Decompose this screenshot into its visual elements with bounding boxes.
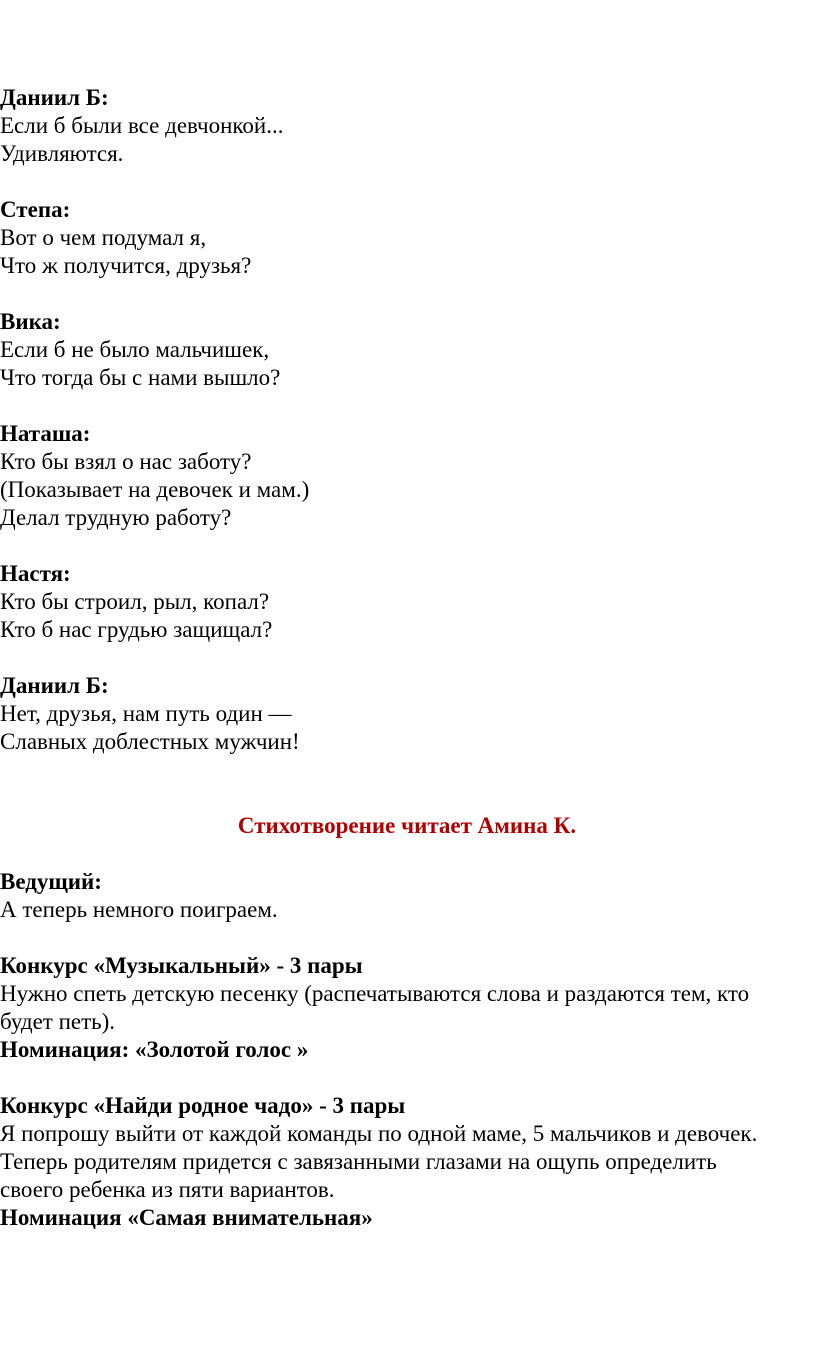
verse-line: Если б не было мальчишек, bbox=[0, 337, 270, 362]
speaker-name: Вика: bbox=[0, 309, 61, 334]
speaker-name: Настя: bbox=[0, 561, 71, 586]
host-line: А теперь немного поиграем. bbox=[0, 897, 278, 922]
verse-line: Кто бы взял о нас заботу? bbox=[0, 449, 252, 474]
contest-description: будет петь). bbox=[0, 1009, 116, 1034]
poem-heading: Стихотворение читает Амина К. bbox=[237, 813, 577, 838]
verse-line: Кто б нас грудью защищал? bbox=[0, 617, 273, 642]
contest-nomination: Номинация: «Золотой голос » bbox=[0, 1037, 309, 1062]
contest-description: Я попрошу выйти от каждой команды по одной маме, 5 мальчиков и девочек. bbox=[0, 1121, 758, 1146]
verse-line: Вот о чем подумал я, bbox=[0, 225, 207, 250]
speaker-name: Степа: bbox=[0, 197, 71, 222]
speaker-name: Наташа: bbox=[0, 421, 91, 446]
contest-title: Конкурс «Найди родное чадо» - 3 пары bbox=[0, 1093, 406, 1118]
verse-line: Что ж получится, друзья? bbox=[0, 253, 252, 278]
contest-nomination: Номинация «Самая внимательная» bbox=[0, 1205, 373, 1230]
document-page bbox=[0, 84, 814, 1232]
verse-line: Удивляются. bbox=[0, 141, 124, 166]
verse-line: Если б были все девчонкой... bbox=[0, 113, 284, 138]
verse-line: Что тогда бы с нами вышло? bbox=[0, 365, 281, 390]
contest-description: Теперь родителям придется с завязанными глазами на ощупь определить bbox=[0, 1149, 717, 1174]
verse-line: Славных доблестных мужчин! bbox=[0, 729, 300, 754]
verse-line: Кто бы строил, рыл, копал? bbox=[0, 589, 270, 614]
host-name: Ведущий: bbox=[0, 869, 102, 894]
verse-line: Нет, друзья, нам путь один — bbox=[0, 701, 292, 726]
speaker-name: Даниил Б: bbox=[0, 673, 109, 698]
contest-description: Нужно спеть детскую песенку (распечатываются слова и раздаются тем, кто bbox=[0, 981, 750, 1006]
speaker-name: Даниил Б: bbox=[0, 85, 109, 110]
contest-description: своего ребенка из пяти вариантов. bbox=[0, 1177, 335, 1202]
stage-direction: (Показывает на девочек и мам.) bbox=[0, 477, 310, 502]
contest-title: Конкурс «Музыкальный» - 3 пары bbox=[0, 953, 363, 978]
verse-line: Делал трудную работу? bbox=[0, 505, 232, 530]
